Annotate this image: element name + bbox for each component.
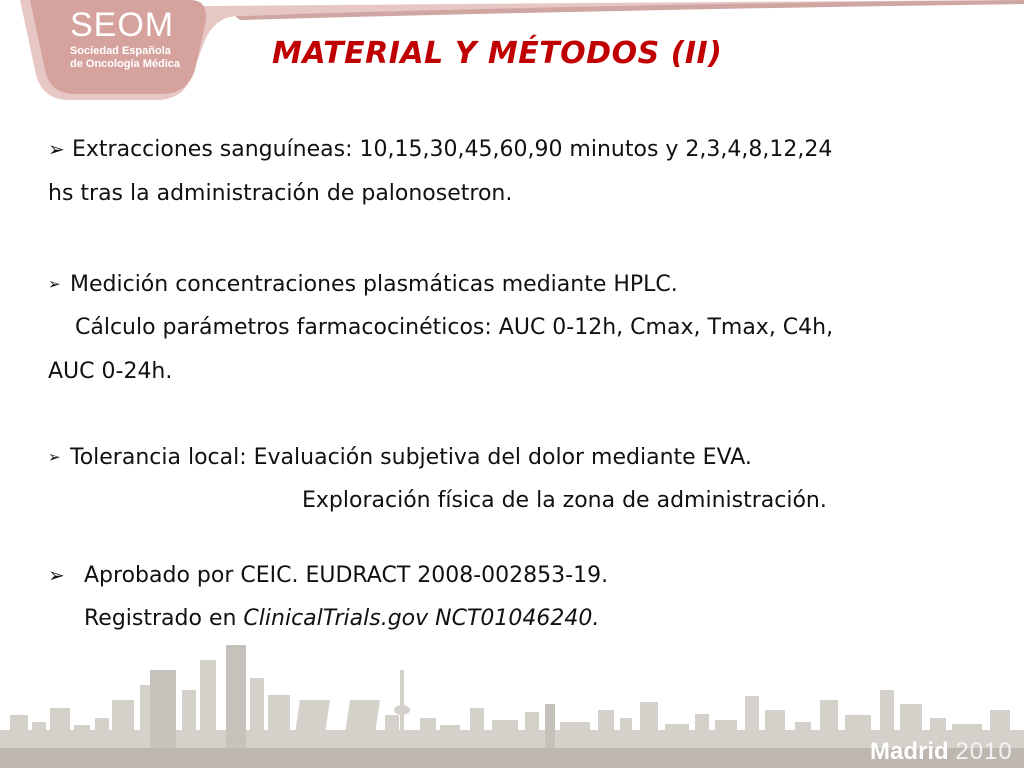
bullet-1-line-1: [48, 137, 832, 162]
bullet-2-line-3: AUC 0-24h.: [48, 359, 173, 384]
clinicaltrials-reference: ClinicalTrials.gov NCT01046240.: [243, 606, 600, 631]
bullet-3-line-1: [48, 445, 752, 470]
arrow-bullet-icon: ➢: [48, 448, 61, 466]
footer-madrid-2010: [870, 738, 1013, 766]
seom-logo-subtitle-1: Sociedad Española: [70, 45, 171, 57]
bullet-2-text-1: Medición concentraciones plasmáticas mediante HPLC.: [70, 272, 678, 297]
arrow-bullet-icon: ➢: [48, 275, 61, 293]
arrow-bullet-icon: ➢: [48, 563, 65, 587]
arrow-bullet-icon: ➢: [48, 137, 65, 161]
bullet-4-line-1: [48, 563, 608, 588]
footer-city: Madrid: [870, 738, 949, 765]
slide-title: MATERIAL Y MÉTODOS (II): [272, 36, 723, 71]
bullet-1-text-1: Extracciones sanguíneas: 10,15,30,45,60,90 minutos y 2,3,4,8,12,24: [72, 137, 833, 162]
bullet-4-line-2: [84, 606, 599, 631]
footer-year: 2010: [955, 738, 1013, 765]
bullet-2-line-2: Cálculo parámetros farmacocinéticos: AUC 0-12h, Cmax, Tmax, C4h,: [75, 315, 834, 340]
bullet-4-prefix: Registrado en: [84, 606, 244, 631]
bullet-3-line-2: Exploración física de la zona de administración.: [302, 488, 827, 513]
bullet-2-line-1: [48, 272, 678, 297]
bullet-4-text-1: Aprobado por CEIC. EUDRACT 2008-002853-19.: [84, 563, 609, 588]
seom-logo-subtitle-2: de Oncología Médica: [70, 58, 181, 70]
bullet-1-line-2: hs tras la administración de palonosetron.: [48, 181, 513, 206]
bullet-3-text-1: Tolerancia local: Evaluación subjetiva del dolor mediante EVA.: [70, 445, 752, 470]
seom-logo-name: SEOM: [70, 6, 175, 44]
